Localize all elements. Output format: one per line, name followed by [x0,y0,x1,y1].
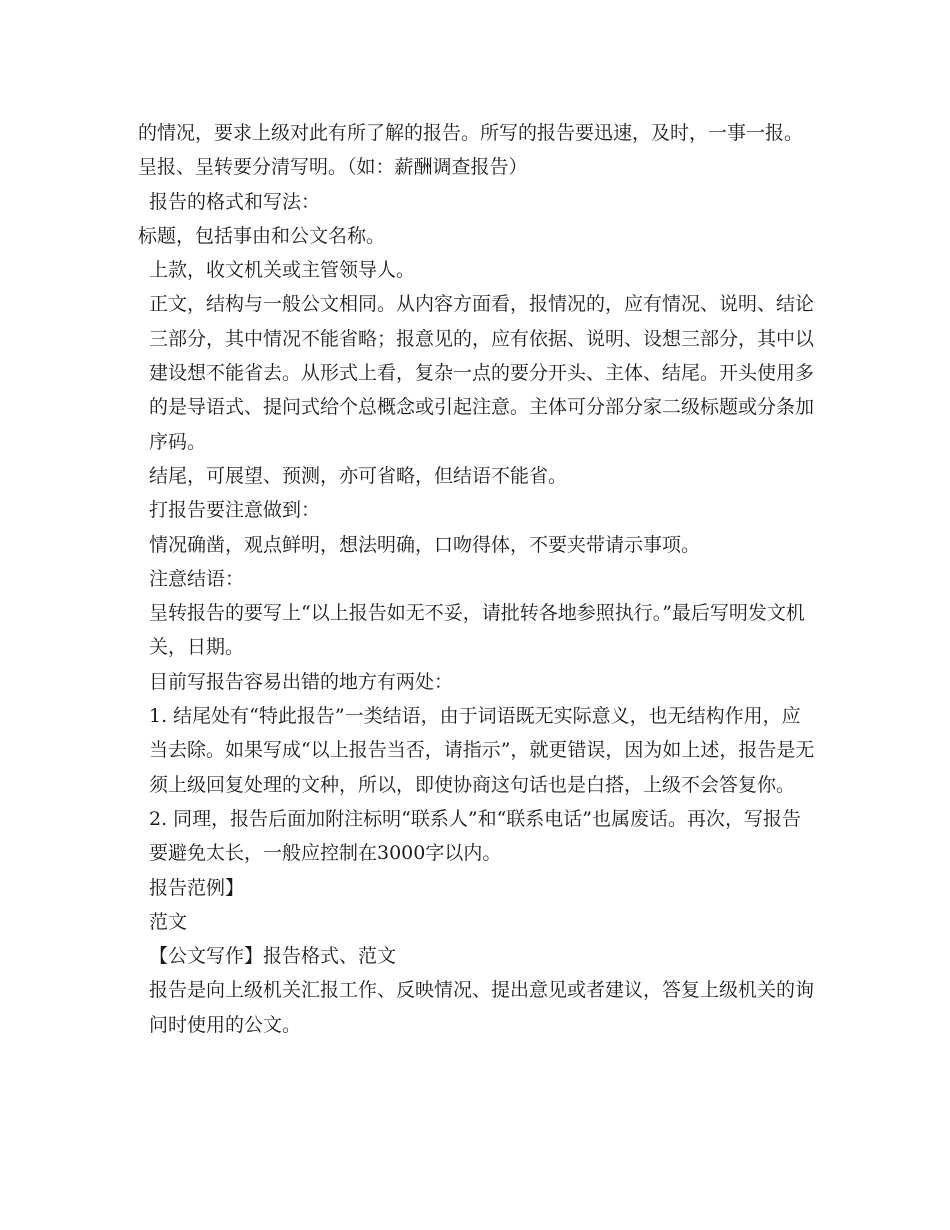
paragraph: 2. 同理，报告后面加附注标明“联系人”和“联系电话”也属废话。再次，写报告要避免太长，一般应控制在3000字以内。 [149,807,802,865]
paragraph: 上款，收文机关或主管领导人。 [149,259,416,282]
paragraph: 标题，包括事由和公文名称。 [138,224,386,247]
paragraph: 正文，结构与一般公文相同。从内容方面看，报情况的，应有情况、说明、结论三部分，其中情况不能省略；报意见的，应有依据、说明、设想三部分，其中以建设想不能省去。从形式上看，复杂一点的要分开头、主体、结尾。开头使用多的是导语式、提问式给个总概念或引起注意。主体可分部分家二级标题或分条加序码。 [149,293,815,453]
document-page [138,116,818,1042]
paragraph: 呈转报告的要写上“以上报告如无不妥，请批转各地参照执行。”最后写明发文机关，日期。 [149,602,805,659]
paragraph: 打报告要注意做到： [149,499,321,522]
paragraph: 范文 [149,910,188,933]
paragraph: 报告是向上级机关汇报工作、反映情况、提出意见或者建议，答复上级机关的询问时使用的公文。 [149,979,815,1036]
paragraph: 【公文写作】报告格式、范文 [149,945,397,968]
paragraph: 的情况，要求上级对此有所了解的报告。所写的报告要迅速，及时，一事一报。呈报、呈转要分清写明。（如：薪酬调查报告） [138,122,804,179]
paragraph: 结尾，可展望、预测，亦可省略，但结语不能省。 [149,464,568,487]
paragraph: 目前写报告容易出错的地方有两处： [149,670,454,693]
paragraph: 注意结语： [149,567,245,590]
paragraph: 报告范例】 [149,876,245,899]
paragraph: 情况确凿，观点鲜明，想法明确，口吻得体，不要夹带请示事项。 [149,533,701,556]
paragraph: 1. 结尾处有“特此报告”一类结语，由于词语既无实际意义，也无结构作用，应当去除。如果写成“以上报告当否，请指示”，就更错误，因为如上述，报告是无须上级回复处理的文种，所以，即使协商这句话也是白搭，上级不会答复你。 [149,705,815,796]
paragraph: 报告的格式和写法： [149,190,321,213]
